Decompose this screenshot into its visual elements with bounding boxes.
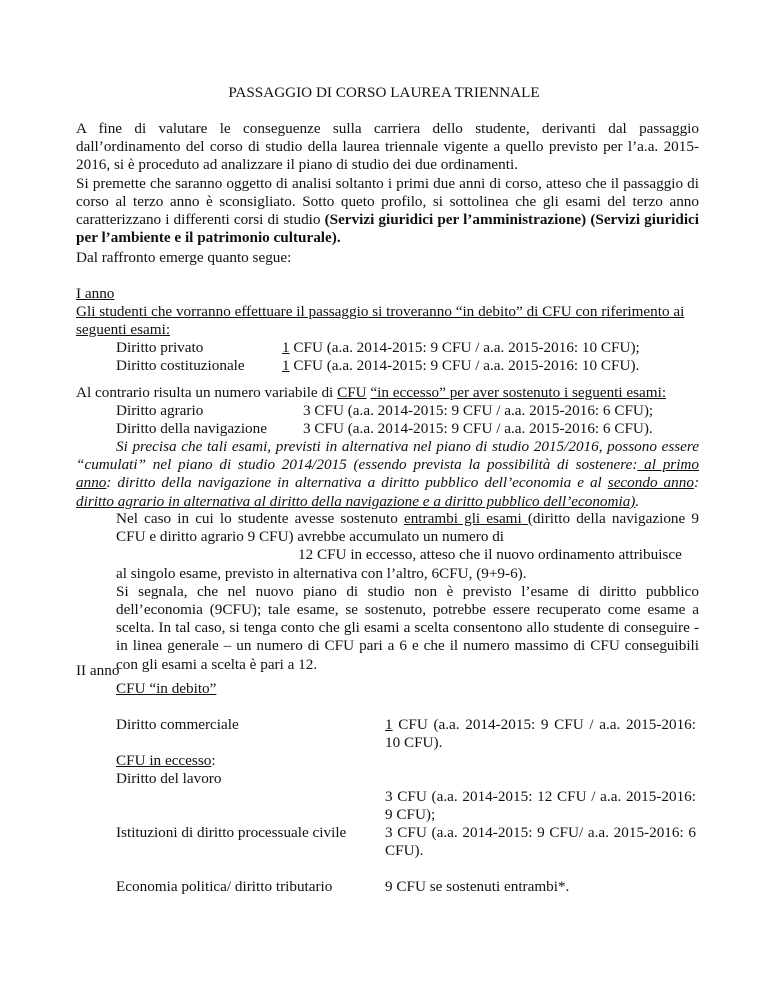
page-title: PASSAGGIO DI CORSO LAUREA TRIENNALE [228,84,540,101]
intro-text-1: A fine di valutare le conseguenze sulla carriera dello studente, derivanti dal passaggio dall’ordinamento del corso di studio della laurea triennale vigente a quello previsto per l’a.a. 2015-2016, si è proceduto ad analizzare il piano di studio dei due ordinamenti. [76,120,699,174]
y1-debito-row-2-exam: Diritto costituzionale [116,357,245,374]
y1-debito-row-2-cfu: 1 CFU (a.a. 2014-2015: 9 CFU / a.a. 2015-2016: 10 CFU). [282,357,640,374]
year1-debito-intro: Gli studenti che vorranno effettuare il passaggio si troveranno “in debito” di CFU con riferimento ai seguenti esami: [76,303,685,339]
raffronto-line: Dal raffronto emerge quanto segue: [76,249,292,266]
y1-eccesso-row-2-cfu: 3 CFU (a.a. 2014-2015: 9 CFU / a.a. 2015-2016: 6 CFU). [303,420,653,437]
y1-eccesso-row-1-cfu: 3 CFU (a.a. 2014-2015: 9 CFU / a.a. 2015-2016: 6 CFU); [303,402,654,419]
year1-heading-text: I anno [76,285,115,302]
y2-lavoro-exam: Diritto del lavoro [116,770,222,787]
year1-nel-caso-paragraph: Nel caso in cui lo studente avesse sostenuto entrambi gli esami (diritto della navigazione 9 CFU e diritto agrario 9 CFU) avrebbe accumulato un numero di 12 CFU in eccesso, atteso che il nuovo ordinamento attribuisce al singolo esame, previsto in alternativa con l’altro, 6CFU, (9+9-6). Si segnala, che nel nuovo piano di studio non è previsto l’esame di diritto pubblico dell’economia (9CFU); tale esame, se sostenuto, potrebbe essere recuperato come esame a scelta. In tal caso, si tenga conto che gli esami a scelta consentono allo studente di conseguire - in linea generale – un numero di CFU pari a 6 e che il numero massimo di CFU conseguibili con gli esami a scelta è pari a 12. [116,510,699,673]
y2-commerciale-exam: Diritto commerciale [116,716,239,733]
y2-lavoro-cfu: 3 CFU (a.a. 2014-2015: 12 CFU / a.a. 2015-2016: 9 CFU); [385,788,696,824]
intro-bold-courses: (Servizi giuridici per l’amministrazione) (Servizi giuridici per l’ambiente e il patrimonio culturale). [76,211,700,247]
y1-debito-row-1-exam: Diritto privato [116,339,204,356]
intro-paragraph-1 [76,120,699,247]
year1-eccesso-intro: Al contrario risulta un numero variabile di CFU “in eccesso” per aver sostenuto i seguenti esami: [76,384,667,401]
y2-economia-cfu: 9 CFU se sostenuti entrambi*. [385,878,570,895]
y1-debito-row-1-cfu: 1 CFU (a.a. 2014-2015: 9 CFU / a.a. 2015-2016: 10 CFU); [282,339,640,356]
y2-processuale-exam: Istituzioni di diritto processuale civile [116,824,347,841]
y1-eccesso-row-1-exam: Diritto agrario [116,402,204,419]
year1-italic-note: Si precisa che tali esami, previsti in alternativa nel piano di studio 2015/2016, possono essere “cumulati” nel piano di studio 2014/2015 (essendo prevista la possibilità di sostenere: al primo anno: diritto della navigazione in alternativa a diritto pubblico dell’economia e al secondo anno: diritto agrario in alternativa al diritto della navigazione e a diritto pubblico dell’economia). [76,438,699,510]
y2-economia-exam: Economia politica/ diritto tributario [116,878,333,895]
intro-text-2: Si premette che saranno oggetto di analisi soltanto i primi due anni di corso, atteso che il passaggio di corso al terzo anno è sconsigliato. Sotto queto profilo, si sottolinea che gli esami del terzo anno caratterizzano i differenti corsi di studio [76,174,699,229]
y2-commerciale-cfu: 1 CFU (a.a. 2014-2015: 9 CFU / a.a. 2015-2016: 10 CFU). [385,716,696,752]
year1-heading [76,285,699,303]
year2-eccesso-label: CFU in eccesso: [116,752,216,769]
y1-eccesso-row-2-exam: Diritto della navigazione [116,420,267,437]
year2-debito-label: CFU “in debito” [116,680,217,697]
y2-processuale-cfu: 3 CFU (a.a. 2014-2015: 9 CFU/ a.a. 2015-2016: 6 CFU). [385,824,696,860]
year2-heading: II anno [76,662,120,679]
